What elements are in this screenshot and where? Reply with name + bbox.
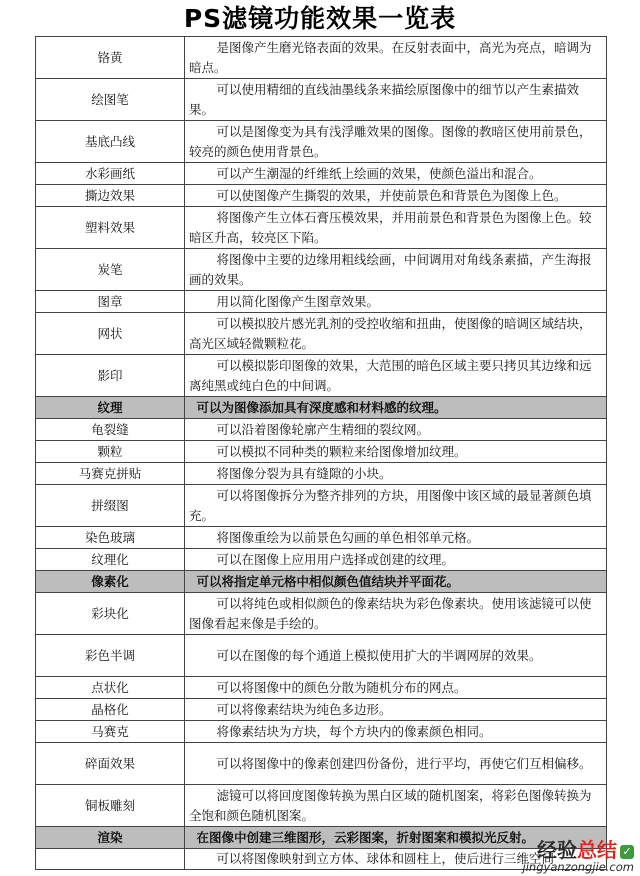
effect-name: 绘图笔: [36, 79, 185, 121]
table-row: [36, 79, 607, 121]
table-row: [36, 419, 607, 441]
section-name: 纹理: [36, 397, 185, 419]
effect-description: 可以将像素结块为纯色多边形。: [185, 699, 607, 721]
effect-description: 将图像中主要的边缘用粗线绘画，中间调用对角线条素描，产生海报画的效果。: [185, 249, 607, 291]
table-row: [36, 849, 607, 870]
section-description: 可以为图像添加具有深度感和材料感的纹理。: [185, 397, 607, 419]
effect-name: 彩色半调: [36, 635, 185, 677]
effect-description: 可以将图像拆分为整齐排列的方块，用图像中该区域的最显著颜色填充。: [185, 485, 607, 527]
effects-table: [35, 36, 607, 870]
effect-description: 可以模拟不同种类的颗粒来给图像增加纹理。: [185, 441, 607, 463]
effect-name: 碎面效果: [36, 743, 185, 785]
effect-description: 滤镜可以将回度图像转换为黑白区域的随机图案，将彩色图像转换为全饱和颜色随机图案。: [185, 785, 607, 827]
section-name: 渲染: [36, 827, 185, 849]
watermark-brand-main: 经验: [537, 838, 577, 863]
effect-description: 将像素结块为方块，每个方块内的像素颜色相同。: [185, 721, 607, 743]
effect-description: 用以简化图像产生图章效果。: [185, 291, 607, 313]
effect-name: 马赛克拼贴: [36, 463, 185, 485]
effect-name: 铜板雕刻: [36, 785, 185, 827]
effect-name: 染色玻璃: [36, 527, 185, 549]
watermark-url: jingyanzongjie.com: [522, 860, 634, 875]
table-row: [36, 485, 607, 527]
effect-description: 将图像分裂为具有缝隙的小块。: [185, 463, 607, 485]
table-row: [36, 441, 607, 463]
effect-description: 可以产生潮湿的纤维纸上绘画的效果，使颜色溢出和混合。: [185, 163, 607, 185]
effect-name: 马赛克: [36, 721, 185, 743]
page-title: PS滤镜功能效果一览表: [183, 4, 457, 33]
effect-name: 水彩画纸: [36, 163, 185, 185]
effect-description: 将图像产生立体石膏压模效果，并用前景色和背景色为图像上色。较暗区升高，较亮区下陷。: [185, 207, 607, 249]
effect-name: 龟裂缝: [36, 419, 185, 441]
section-row: [36, 827, 607, 849]
effect-description: 可以将纯色或相似颜色的像素结块为彩色像素块。使用该滤镜可以使图像看起来像是手绘的。: [185, 593, 607, 635]
table-row: [36, 463, 607, 485]
effect-name: 炭笔: [36, 249, 185, 291]
effect-description: 可以在图像上应用用户选择或创建的纹理。: [185, 549, 607, 571]
effect-name: [36, 849, 185, 870]
effect-name: 铬黄: [36, 37, 185, 79]
effect-name: 颗粒: [36, 441, 185, 463]
effect-description: 可以将图像中的颜色分散为随机分布的网点。: [185, 677, 607, 699]
effect-description: 可以沿着图像轮廓产生精细的裂纹网。: [185, 419, 607, 441]
effect-description: 将图像重绘为以前景色勾画的单色相邻单元格。: [185, 527, 607, 549]
table-row: [36, 355, 607, 397]
effect-description: 可以使图像产生撕裂的效果，并使前景色和背景色为图像上色。: [185, 185, 607, 207]
table-row: [36, 207, 607, 249]
effect-name: 影印: [36, 355, 185, 397]
effect-description: 可以在图像的每个通道上模拟使用扩大的半调网屏的效果。: [185, 635, 607, 677]
table-row: [36, 527, 607, 549]
effect-name: 图章: [36, 291, 185, 313]
effect-name: 网状: [36, 313, 185, 355]
table-row: [36, 699, 607, 721]
effect-description: 是图像产生磨光铬表面的效果。在反射表面中，高光为亮点，暗调为暗点。: [185, 37, 607, 79]
effect-description: 可以模拟胶片感光乳剂的受控收缩和扭曲，使图像的暗调区域结块，高光区域轻微颗粒花。: [185, 313, 607, 355]
effect-description: 可以使用精细的直线油墨线条来描绘原图像中的细节以产生素描效果。: [185, 79, 607, 121]
effect-name: 点状化: [36, 677, 185, 699]
effect-description: 可以是图像变为具有浅浮雕效果的图像。图像的教暗区使用前景色，较亮的颜色使用背景色。: [185, 121, 607, 163]
section-name: 像素化: [36, 571, 185, 593]
effect-name: 纹理化: [36, 549, 185, 571]
watermark-brand: [523, 839, 634, 861]
effect-description: 可以模拟影印图像的效果，大范围的暗色区域主要只拷贝其边缘和远离纯黑或纯白色的中间调。: [185, 355, 607, 397]
table-row: [36, 785, 607, 827]
table-row: [36, 291, 607, 313]
effect-name: 彩块化: [36, 593, 185, 635]
checkmark-icon: ✓: [620, 845, 634, 859]
effect-description: 可以将图像映射到立方体、球体和圆柱上，使后进行三维空间: [185, 849, 607, 870]
table-row: [36, 677, 607, 699]
table-row: [36, 743, 607, 785]
table-row: [36, 37, 607, 79]
table-row: [36, 185, 607, 207]
effect-description: 可以将图像中的像素创建四份备份，进行平均，再使它们互相偏移。: [185, 743, 607, 785]
section-row: [36, 397, 607, 419]
effect-name: 撕边效果: [36, 185, 185, 207]
table-row: [36, 121, 607, 163]
watermark: [523, 839, 634, 874]
table-row: [36, 249, 607, 291]
effect-name: 拼缀图: [36, 485, 185, 527]
section-row: [36, 571, 607, 593]
table-row: [36, 313, 607, 355]
effect-name: 塑料效果: [36, 207, 185, 249]
table-row: [36, 549, 607, 571]
table-row: [36, 635, 607, 677]
watermark-brand-accent: 总结: [577, 838, 617, 863]
table-row: [36, 721, 607, 743]
table-row: [36, 163, 607, 185]
effect-name: 晶格化: [36, 699, 185, 721]
effect-name: 基底凸线: [36, 121, 185, 163]
section-description: 可以将指定单元格中相似颜色值结块并平面花。: [185, 571, 607, 593]
section-description: 在图像中创建三维图形，云彩图案，折射图案和模拟光反射。: [185, 827, 607, 849]
table-row: [36, 593, 607, 635]
